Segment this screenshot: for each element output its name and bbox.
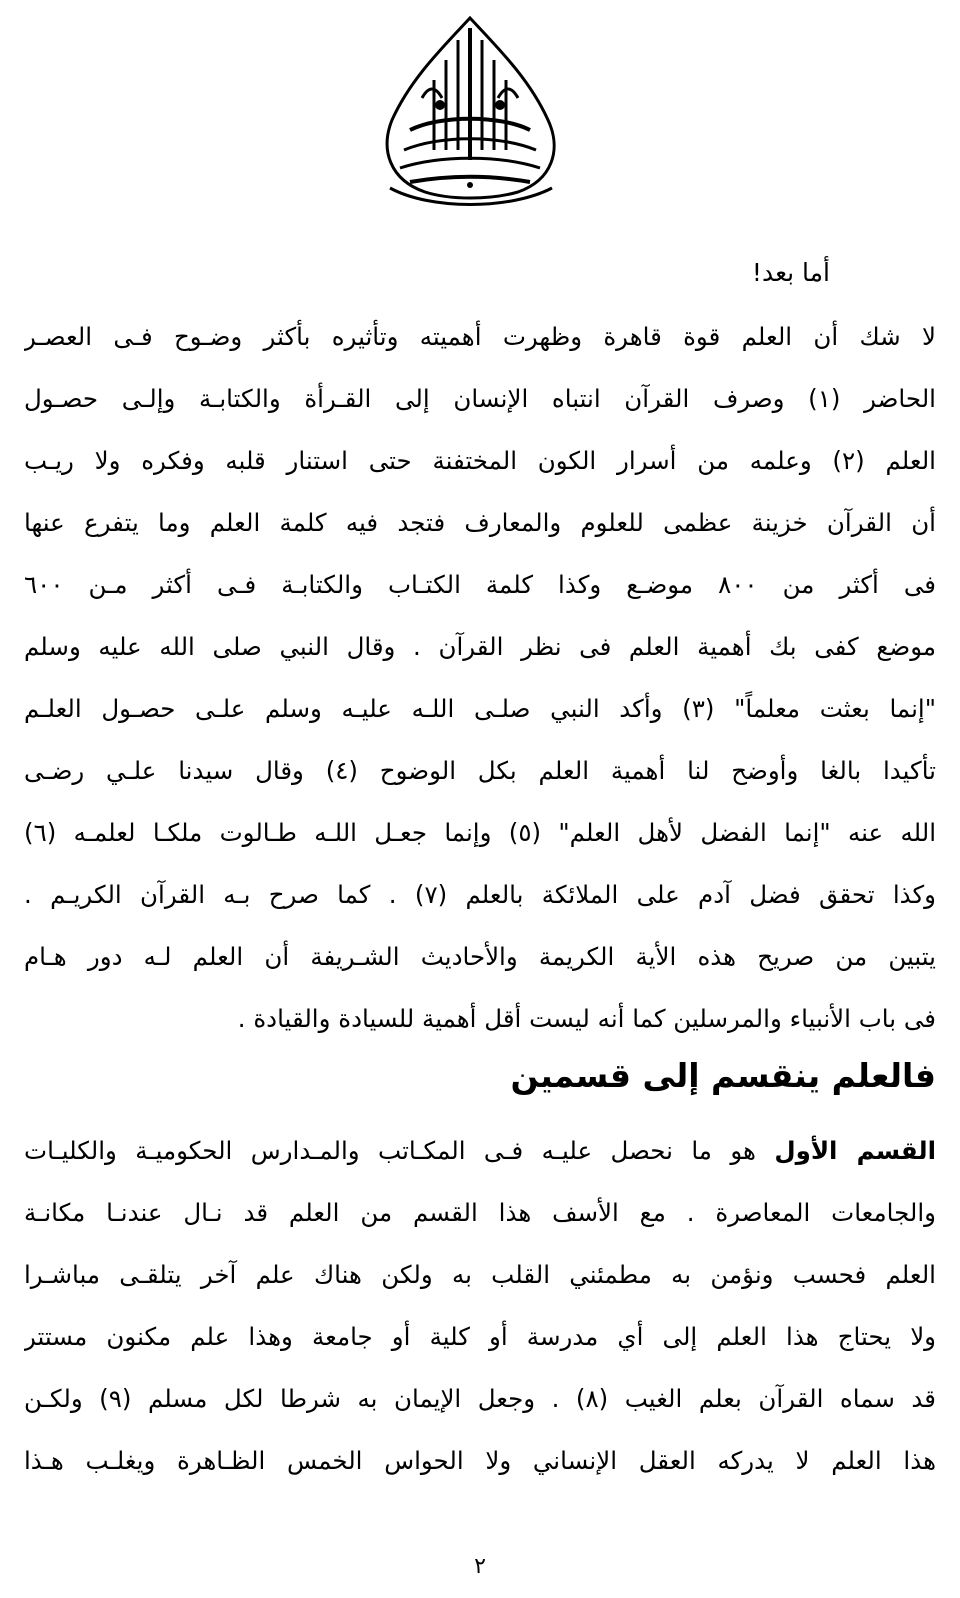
text-line: يتبين من صريح هذه الأية الكريمة والأحاديث الشـريفة أن العلم لـه دور هـام [24,942,936,971]
text-line: الحاضر (١) وصرف القرآن انتباه الإنسان إلى القـرأة والكتابـة وإلـى حصـول [24,384,936,413]
text-line: والجامعات المعاصرة . مع الأسف هذا القسم من العلم قد نـال عندنـا مكانـة [24,1198,936,1227]
calligraphy-drawing [370,10,570,215]
text-line: ولا يحتاج هذا العلم إلى أي مدرسة أو كلية أو جامعة وهذا علم مكنون مستتر [24,1322,936,1351]
text-line [24,1120,936,1182]
text-line: موضع كفى بك أهمية العلم فى نظر القرآن . وقال النبي صلى الله عليه وسلم [24,632,936,661]
text-line: "إنما بعثت معلماً" (٣) وأكد النبي صلـى اللـه عليـه وسلم علـى حصـول العلـم [24,694,936,723]
text-line: العلم (٢) وعلمه من أسرار الكون المختفنة حتى استنار قلبه وفكره ولا ريـب [24,446,936,475]
text-line: الله عنه "إنما الفضل لأهل العلم" (٥) وإنما جعـل اللـه طـالوت ملكـا لعلمـه (٦) [24,818,936,847]
text-line: فى باب الأنبياء والمرسلين كما أنه ليست أقل أهمية للسيادة والقيادة . [237,1004,936,1033]
paragraph-first-type [24,1120,936,1492]
text-line: العلم فحسب ونؤمن به مطمئني القلب به ولكن هناك علم آخر يتلقـى مباشـرا [24,1260,936,1289]
paragraph-importance-of-knowledge [24,306,936,1050]
text-line: فى أكثر من ٨٠٠ موضـع وكذا كلمة الكتـاب والكتابـة فـى أكثر مـن ٦٠٠ [24,570,936,599]
basmala-calligraphy-emblem [370,10,570,215]
text-line: هذا العلم لا يدركه العقل الإنساني ولا الحواس الخمس الظـاهرة ويغلـب هـذا [24,1446,936,1475]
text-line: وكذا تحقق فضل آدم على الملائكة بالعلم (٧) . كما صرح بـه القرآن الكريـم . [24,880,936,909]
text-line: قد سماه القرآن بعلم الغيب (٨) . وجعل الإيمان به شرطا لكل مسلم (٩) ولكـن [24,1384,936,1413]
text-line: أن القرآن خزينة عظمى للعلوم والمعارف فتجد فيه كلمة العلم وما يتفرع عنها [24,508,936,537]
paragraph-lead-term: القسم الأول [774,1136,936,1165]
page-number: ٢ [474,1554,486,1579]
opening-salutation: أما بعد! [751,258,830,287]
text-line: لا شك أن العلم قوة قاهرة وظهرت أهميته وتأثيره بأكثر وضـوح فـى العصـر [24,322,936,351]
text-line-rest: هو ما نحصل عليـه فـى المكـاتب والمـدارس الحكوميـة والكليـات [24,1136,775,1165]
section-heading: فالعلم ينقسم إلى قسمين [510,1056,936,1095]
text-line: تأكيدا بالغا وأوضح لنا أهمية العلم بكل الوضوح (٤) وقال سيدنا علـي رضـى [24,756,936,785]
